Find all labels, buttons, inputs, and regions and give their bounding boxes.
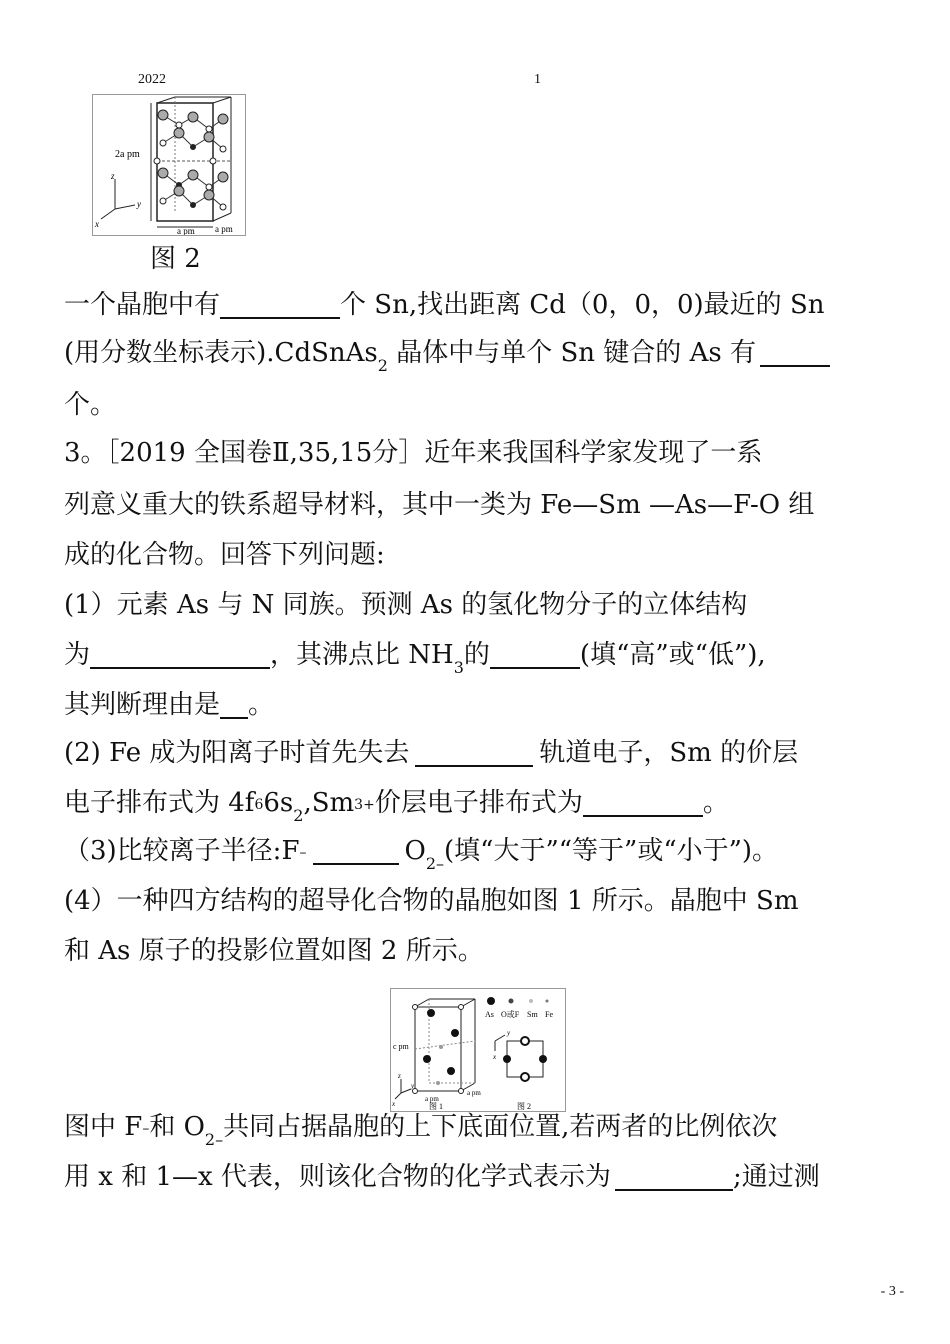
blank-as-count[interactable]: [760, 339, 830, 367]
label-a-pm-a: a pm: [425, 1095, 439, 1103]
axis-x: x: [95, 219, 99, 229]
blank-sm-config[interactable]: [583, 789, 703, 817]
q2-line-1: 一个晶胞中有 个 Sn,找出距离 Cd（0，0，0)最近的 Sn: [64, 290, 825, 320]
blank-orbital[interactable]: [415, 739, 533, 767]
caption-fig-1: 图 1: [429, 1102, 443, 1111]
q3-part3-line: （3)比较离子半径:F– $O_{2-}$(填“大于”“等于”或“小于”)。: [64, 836, 779, 873]
caption-fig-2: 图 2: [517, 1102, 531, 1111]
legend-o-or-f: O或F: [501, 1010, 520, 1019]
legend-sm: Sm: [527, 1010, 538, 1019]
q3-part1-line-1: (1）元素 As 与 N 同族。预测 As 的氢化物分子的立体结构: [64, 590, 748, 620]
blank-formula[interactable]: [615, 1163, 733, 1191]
q3-part2-line-1: (2) Fe 成为阳离子时首先失去 轨道电子，Sm 的价层: [64, 738, 799, 768]
legend-as: As: [485, 1010, 494, 1019]
label-a-pm-1: a pm: [177, 226, 195, 235]
q2-line-3: 个。: [64, 390, 117, 420]
blank-radius[interactable]: [313, 837, 399, 865]
blank-reason[interactable]: [220, 691, 248, 719]
axis-y-fig2: y: [507, 1029, 511, 1037]
q3-part1-line-3: 其判断理由是 。: [64, 690, 275, 720]
q3-intro-2: 列意义重大的铁系超导材料，其中一类为 Fe—Sm —As—F-O 组: [64, 490, 815, 520]
label-a-pm-b: a pm: [467, 1089, 481, 1097]
q3-intro-1: 3。［2019 全国卷Ⅱ,35,15分］近年来我国科学家发现了一系: [64, 438, 763, 468]
q3-part4-line-1: (4）一种四方结构的超导化合物的晶胞如图 1 所示。晶胞中 Sm: [64, 886, 799, 916]
blank-structure[interactable]: [90, 641, 270, 669]
legend-fe: Fe: [545, 1010, 553, 1019]
axis-x-fig2: x: [493, 1053, 497, 1061]
q3-intro-3: 成的化合物。回答下列问题:: [64, 540, 385, 570]
page-number: - 3 -: [880, 1284, 904, 1299]
axis-z-mid: z: [398, 1072, 401, 1080]
label-c-pm: c pm: [393, 1042, 409, 1051]
q3-part1-line-2: 为 ，其沸点比 $NH_3$的 (填“高”或“低”),: [64, 640, 766, 677]
figure-caption-top: 图 2: [150, 244, 201, 274]
blank-boiling[interactable]: [490, 641, 580, 669]
q3-part4-line-2: 和 As 原子的投影位置如图 2 所示。: [64, 936, 484, 966]
axis-x-mid: x: [392, 1100, 396, 1108]
axis-y-mid: y: [411, 1082, 415, 1090]
crystal-figure-middle: [390, 988, 566, 1112]
axis-z: z: [111, 171, 115, 181]
q3-end-line-1: 图中 F–和 $O_{2-}$共同占据晶胞的上下底面位置,若两者的比例依次: [64, 1112, 778, 1149]
label-2a-pm: 2a pm: [115, 149, 140, 160]
axis-y: y: [137, 199, 141, 209]
q3-part2-line-2: 电子排布式为 $4f66s_2,Sm3+$价层电子排布式为 。: [64, 788, 729, 825]
crystal-figure-top: [92, 94, 246, 236]
label-a-pm-2: a pm: [215, 224, 233, 234]
q3-end-line-2: 用 x 和 1—x 代表，则该化合物的化学式表示为 ;通过测: [64, 1162, 820, 1192]
header-year: 2022: [138, 72, 166, 87]
q2-line-2: (用分数坐标表示).CdSnAs$_2$ 晶体中与单个 Sn 键合的 As 有: [64, 336, 830, 373]
blank-sn-count[interactable]: [220, 291, 340, 319]
header-number: 1: [534, 72, 541, 87]
